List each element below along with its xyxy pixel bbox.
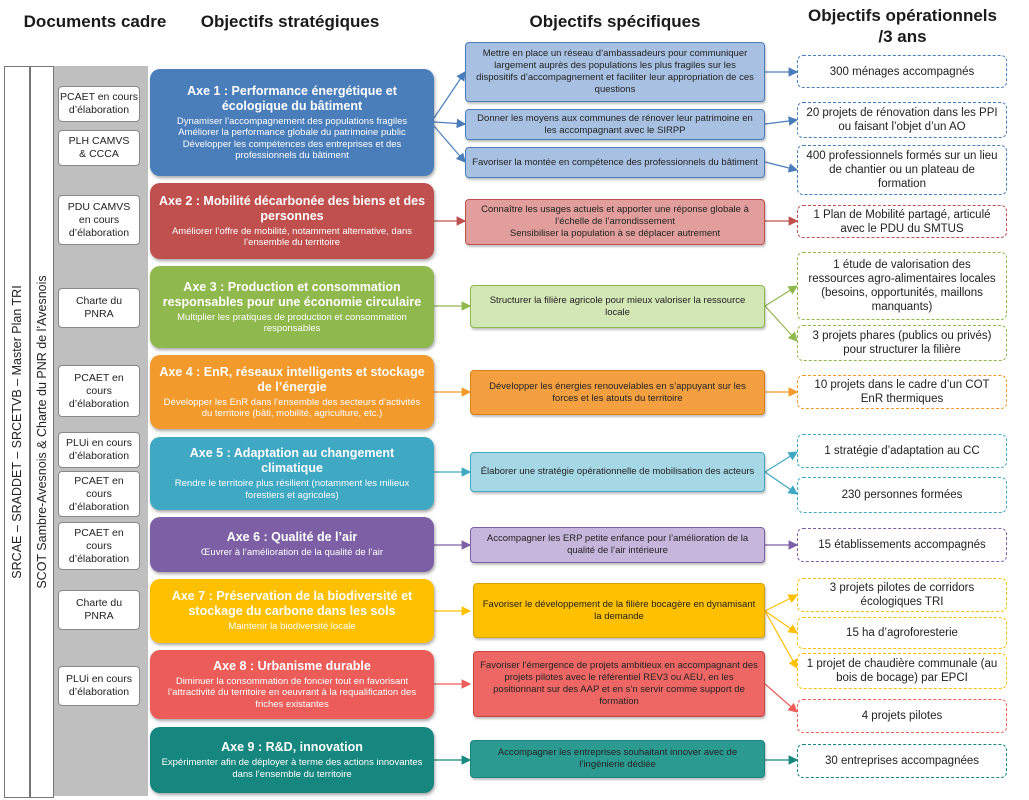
arrow-spec7-op9: [765, 472, 797, 494]
op-15-box: 30 entreprises accompagnées: [797, 744, 1007, 778]
axe-3-title: Axe 3 : Production et consommation responsables pour une économie circulaire: [162, 279, 422, 309]
doc-plh-camvs: PLH CAMVS & CCCA: [58, 130, 140, 166]
arrow-spec9-op11: [765, 595, 797, 611]
spec-7-box: Élaborer une stratégie opérationnelle de mobilisation des acteurs: [470, 452, 765, 492]
arrow-spec3-op3: [765, 162, 797, 170]
axe-4-box: [150, 355, 434, 429]
op-11-box: 3 projets pilotes de corridors écologiques TRI: [797, 578, 1007, 612]
op-14-box: 4 projets pilotes: [797, 699, 1007, 733]
header-objectifs-strategiques: Objectifs stratégiques: [200, 12, 380, 31]
axe-4-desc: Développer les EnR dans l’ensemble des secteurs d’activités du territoire (bâti, mobilité, agriculture, etc.): [163, 396, 421, 419]
op-3-box: 400 professionnels formés sur un lieu de chantier ou un plateau de formation: [797, 145, 1007, 195]
spec-2-box: Donner les moyens aux communes de rénover leur patrimoine en les accompagnant avec le SIRPP: [465, 109, 765, 140]
spec-5-box: Structurer la filière agricole pour mieux valoriser la ressource locale: [470, 285, 765, 328]
doc-plui-1: PLUi en cours d’élaboration: [58, 432, 140, 468]
vertical-text-srcae: SRCAE – SRADDET – SRCETVB – Master Plan TRI: [10, 285, 24, 579]
axe-8-title: Axe 8 : Urbanisme durable: [213, 658, 371, 673]
arrow-spec2-op2: [765, 120, 797, 124]
arrow-axe1-spec2: [434, 122, 465, 124]
arrow-spec7-op8: [765, 452, 797, 472]
vertical-text-scot: SCOT Sambre-Avesnois & Charte du PNR de l’Avesnois: [35, 275, 49, 589]
doc-pdu-camvs: PDU CAMVS en cours d’élaboration: [58, 195, 140, 245]
axe-2-title: Axe 2 : Mobilité décarbonée des biens et des personnes: [158, 193, 426, 223]
doc-charte-pnra-1: Charte du PNRA: [58, 288, 140, 328]
axe-8-box: [150, 650, 434, 719]
axe-3-box: [150, 266, 434, 348]
arrow-spec10-op14: [765, 684, 797, 712]
axe-9-box: [150, 727, 434, 793]
axe-5-title: Axe 5 : Adaptation au changement climatique: [189, 446, 395, 475]
op-10-box: 15 établissements accompagnés: [797, 528, 1007, 562]
axe-1-title: Axe 1 : Performance énergétique et écologique du bâtiment: [187, 83, 397, 113]
arrow-axe1-spec3: [434, 126, 465, 162]
axe-5-desc: Rendre le territoire plus résilient (notamment les milieux forestiers et agricoles): [174, 478, 410, 501]
spec-6-box: Développer les énergies renouvelables en s’appuyant sur les forces et les atouts du territoire: [470, 370, 765, 415]
axe-7-desc: Maintenir la biodiversité locale: [228, 621, 356, 633]
spec-11-box: Accompagner les entreprises souhaitant innover avec de l’ingénierie dédiée: [470, 740, 765, 778]
axe-7-box: [150, 579, 434, 643]
doc-pcaet-4: PCAET en cours d’élaboration: [58, 522, 140, 570]
axe-4-title: Axe 4 : EnR, réseaux intelligents et stockage de l’énergie: [159, 364, 425, 394]
doc-pcaet-3: PCAET en cours d’élaboration: [58, 471, 140, 517]
axe-7-title: Axe 7 : Préservation de la biodiversité et stockage du carbone dans les sols: [171, 589, 413, 619]
axe-8-desc: Diminuer la consommation de foncier tout en favorisant l’attractivité du territoire en oeuvrant à la requalification des friches existantes: [167, 675, 417, 710]
doc-pcaet-1: PCAET en cours d’élaboration: [58, 86, 140, 122]
spec-1-box: Mettre en place un réseau d’ambassadeurs pour communiquer largement auprès des populations les plus fragiles sur les dispositifs d’accompagnement et faciliter leur appropriation de ces questions: [465, 42, 765, 102]
header-operationnels-line2: /3 ans: [878, 27, 927, 46]
header-objectifs-specifiques: Objectifs spécifiques: [529, 12, 701, 31]
op-12-box: 15 ha d’agroforesterie: [797, 617, 1007, 649]
arrow-spec9-op13: [765, 611, 797, 668]
spec-4-box: Connaître les usages actuels et apporter une réponse globale à l’échelle de l’arrondissement Sensibiliser la population à se déplacer autrement: [465, 199, 765, 245]
doc-plui-2: PLUi en cours d’élaboration: [58, 666, 140, 706]
axe-5-box: [150, 437, 434, 510]
spec-9-box: Favoriser le développement de la filière bocagère en dynamisant la demande: [473, 583, 765, 638]
arrow-spec9-op12: [765, 611, 797, 633]
arrow-spec5-op5: [765, 286, 797, 306]
arrow-spec5-op6: [765, 306, 797, 341]
axe-6-box: [150, 517, 434, 572]
op-4-box: 1 Plan de Mobilité partagé, articulé avec le PDU du SMTUS: [797, 205, 1007, 238]
axe-3-desc: Multiplier les pratiques de production et consommation responsables: [177, 311, 407, 334]
header-operationnels-line1: Objectifs opérationnels: [808, 6, 997, 25]
spec-10-box: Favoriser l’émergence de projets ambitieux en accompagnant des projets pilotes avec le référentiel REV3 ou AEU, en les positionnant sur des AAP et en s’n servir comme support de formation: [473, 651, 765, 717]
axe-9-title: Axe 9 : R&D, innovation: [221, 740, 363, 754]
axe-6-desc: Œuvrer à l’amélioration de la qualité de l’air: [200, 547, 384, 559]
op-13-box: 1 projet de chaudière communale (au bois de bocage) par EPCI: [797, 653, 1007, 689]
axe-9-desc: Expérimenter afin de déployer à terme des actions innovantes dans l’ensemble du territoire: [161, 757, 423, 780]
op-5-box: 1 étude de valorisation des ressources agro-alimentaires locales (besoins, opportunités, maillons manquants): [797, 252, 1007, 320]
op-1-box: 300 ménages accompagnés: [797, 55, 1007, 88]
op-7-box: 10 projets dans le cadre d’un COT EnR thermiques: [797, 375, 1007, 409]
header-documents-cadre: Documents cadre: [23, 12, 167, 31]
doc-charte-pnra-2: Charte du PNRA: [58, 590, 140, 630]
axe-2-box: [150, 183, 434, 259]
op-6-box: 3 projets phares (publics ou privés) pour structurer la filière: [797, 325, 1007, 361]
doc-pcaet-2: PCAET en cours d’élaboration: [58, 365, 140, 417]
axe-1-box: [150, 69, 434, 176]
spec-8-box: Accompagner les ERP petite enfance pour l’amélioration de la qualité de l’air intérieure: [470, 527, 765, 563]
axe-6-title: Axe 6 : Qualité de l’air: [226, 530, 358, 545]
spec-3-box: Favoriser la montée en compétence des professionnels du bâtiment: [465, 147, 765, 178]
axe-1-desc: Dynamiser l’accompagnement des populations fragiles Améliorer la performance globale du patrimoine public Développer les compétences des entreprises et des professionnels du bâtiment: [176, 115, 408, 161]
op-9-box: 230 personnes formées: [797, 477, 1007, 513]
op-2-box: 20 projets de rénovation dans les PPI ou faisant l’objet d’un AO: [797, 102, 1007, 138]
arrow-axe1-spec1: [434, 72, 465, 118]
op-8-box: 1 stratégie d’adaptation au CC: [797, 434, 1007, 468]
axe-2-desc: Améliorer l’offre de mobilité, notamment alternative, dans l’ensemble du territoire: [171, 225, 413, 248]
